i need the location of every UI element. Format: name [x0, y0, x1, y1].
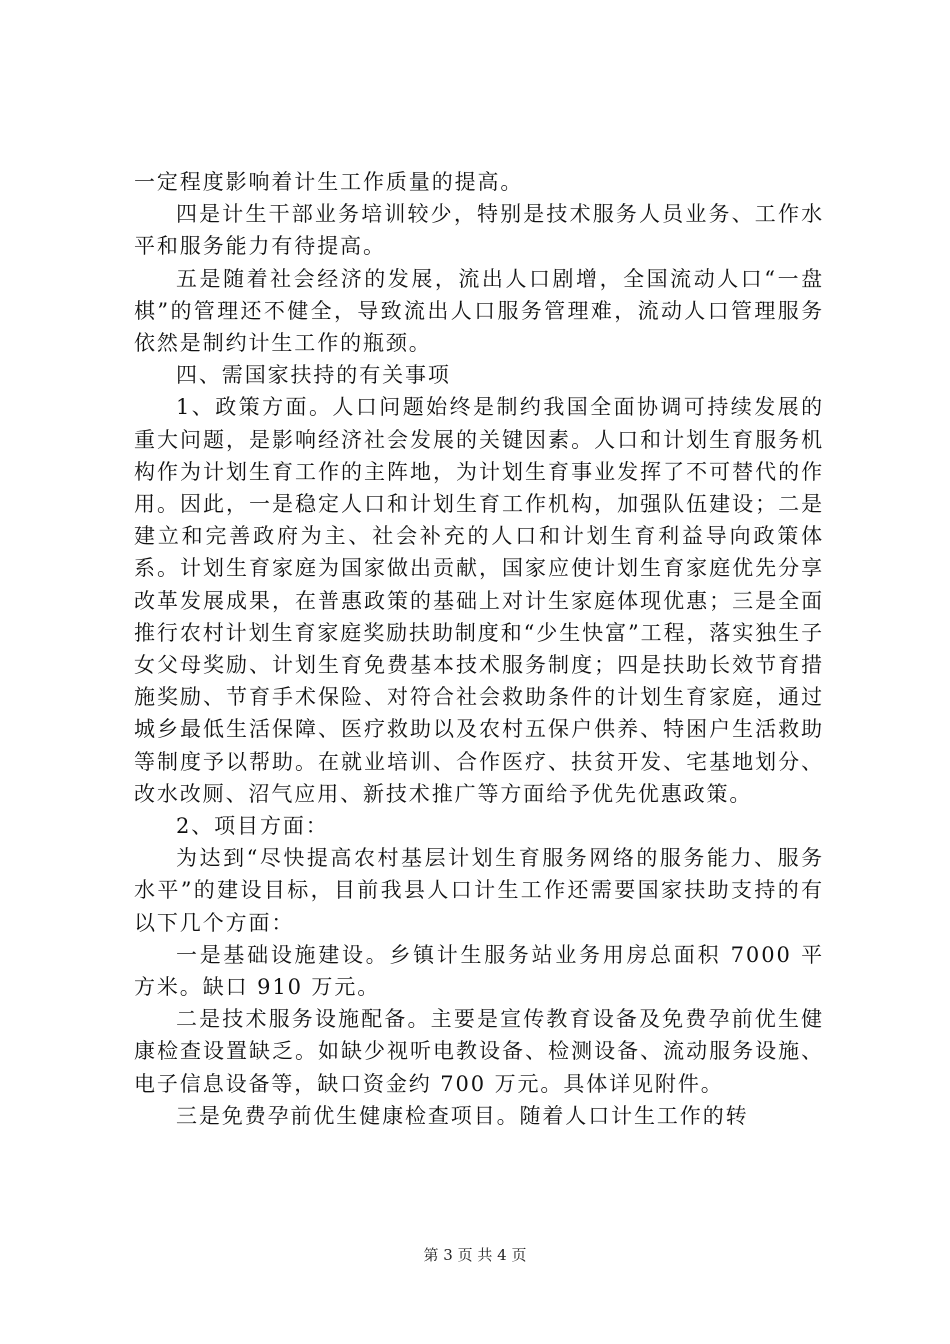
paragraph: 一是基础设施建设。乡镇计生服务站业务用房总面积 7000 平方米。缺口 910 万元。 [134, 942, 824, 1000]
paragraph: 为达到“尽快提高农村基层计划生育服务网络的服务能力、服务水平”的建设目标，目前我县人口计生工作还需要国家扶助支持的有以下几个方面： [134, 846, 824, 935]
paragraph: 三是免费孕前优生健康检查项目。随着人口计生工作的转 [176, 1103, 749, 1128]
page-footer: 第 3 页 共 4 页 [423, 1246, 527, 1264]
paragraph: 二是技术服务设施配备。主要是宣传教育设备及免费孕前优生健康检查设置缺乏。如缺少视听电教设备、检测设备、流动服务设施、电子信息设备等，缺口资金约 700 万元。具体详见附件。 [134, 1007, 824, 1096]
paragraph: 四是计生干部业务培训较少，特别是技术服务人员业务、工作水平和服务能力有待提高。 [134, 202, 824, 259]
subsection-heading: 2、项目方面： [176, 814, 329, 839]
paragraph: 五是随着社会经济的发展，流出人口剧增，全国流动人口“一盘棋”的管理还不健全，导致流出人口服务管理难，流动人口管理服务依然是制约计生工作的瓶颈。 [134, 266, 824, 356]
document-body [134, 166, 824, 1132]
section-heading: 四、需国家扶持的有关事项 [176, 363, 451, 388]
paragraph: 一定程度影响着计生工作质量的提高。 [134, 170, 524, 194]
paragraph: 1、政策方面。人口问题始终是制约我国全面协调可持续发展的重大问题，是影响经济社会发展的关键因素。人口和计划生育服务机构作为计划生育工作的主阵地，为计划生育事业发挥了不可替代的作用。因此，一是稳定人口和计划生育工作机构，加强队伍建设；二是建立和完善政府为主、社会补充的人口和计划生育利益导向政策体系。计划生育家庭为国家做出贡献，国家应使计划生育家庭优先分享改革发展成果，在普惠政策的基础上对计生家庭体现优惠；三是全面推行农村计划生育家庭奖励扶助制度和“少生快富”工程，落实独生子女父母奖励、计划生育免费基本技术服务制度；四是扶助长效节育措施奖励、节育手术保险、对符合社会救助条件的计划生育家庭，通过城乡最低生活保障、医疗救助以及农村五保户供养、特困户生活救助等制度予以帮助。在就业培训、合作医疗、扶贫开发、宅基地划分、改水改厕、沼气应用、新技术推广等方面给予优先优惠政策。 [134, 395, 824, 806]
